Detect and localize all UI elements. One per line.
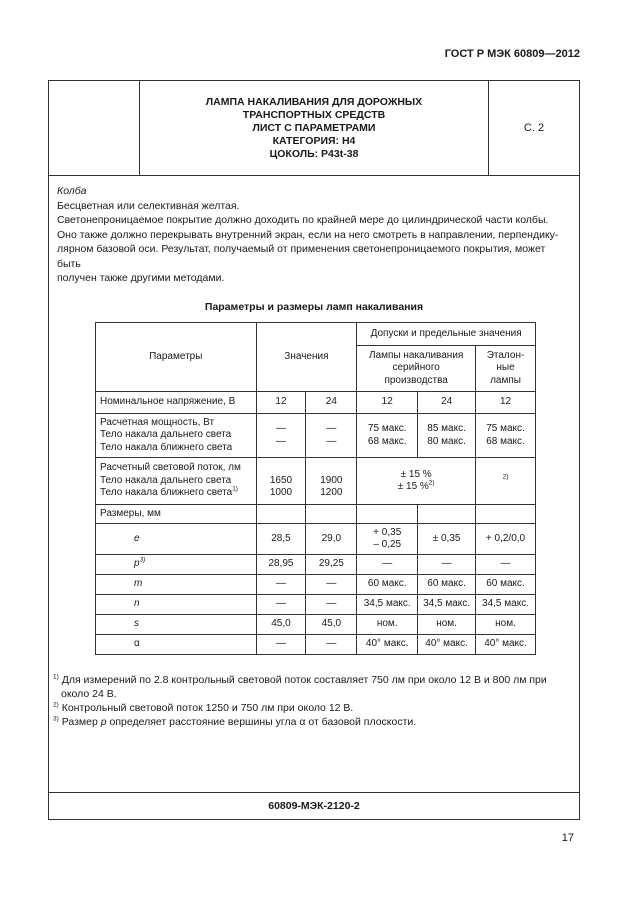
cell: 12 (476, 392, 536, 414)
cell: 12 (357, 392, 418, 414)
cell: 24 (306, 392, 357, 414)
cell-line: 85 макс. (427, 423, 466, 434)
cell: — (256, 635, 306, 655)
footnote-text: от базовой плоскости. (305, 716, 417, 728)
footnote-mark: 1) (53, 673, 59, 681)
cell: 34,5 макс. (418, 595, 476, 615)
footnote-text: Размер (61, 716, 101, 728)
cell: 29,0 (306, 524, 357, 555)
cell-text: ± 15 % (397, 481, 429, 492)
cell-line: 68 макс. (367, 435, 407, 447)
row-symbol: e (96, 524, 257, 555)
cell-line: 1000 (269, 487, 293, 499)
footnote (53, 673, 571, 687)
cell: + 0,2/0,0 (476, 524, 536, 555)
cell (476, 505, 536, 524)
cell: — (357, 555, 418, 575)
cell: 12 (256, 392, 306, 414)
sheet-header (49, 81, 579, 176)
head-reference: Эталон-ные лампы (476, 346, 536, 392)
table-header-row (96, 323, 536, 346)
page-number: 17 (561, 832, 574, 844)
cell: 28,5 (256, 524, 306, 555)
cell (357, 505, 418, 524)
cell (476, 458, 536, 505)
cell: 34,5 макс. (357, 595, 418, 615)
cell: 60 макс. (476, 575, 536, 595)
row-symbol: α (96, 635, 257, 655)
footnote-ref: 3) (139, 556, 146, 564)
row-label-line: Расчетная мощность, Вт (100, 416, 215, 428)
sheet-content (49, 176, 579, 729)
cell-line: 1900 (320, 474, 343, 486)
table-row (96, 635, 536, 655)
title-line: КАТЕГОРИЯ: H4 (272, 134, 356, 147)
cell (256, 414, 306, 458)
paragraph-line: Бесцветная или селективная желтая. (57, 199, 240, 212)
cell-line: 75 макс. (486, 423, 525, 434)
table-row (96, 414, 536, 458)
cell: — (306, 635, 357, 655)
row-label-line: Тело накала дальнего света (100, 429, 232, 441)
cell-line: — (326, 423, 337, 434)
cell: — (476, 555, 536, 575)
header-title (140, 81, 489, 175)
cell: 60 макс. (418, 575, 476, 595)
row-label: Размеры, мм (96, 505, 257, 524)
title-line: ЦОКОЛЬ: P43t-38 (269, 147, 359, 160)
cell-line: — (326, 435, 337, 447)
row-label (96, 414, 257, 458)
footnote-text: Для измерений по 2.8 контрольный световой поток составляет 750 лм при около 12 В и 800 лм при (61, 674, 547, 686)
row-symbol-text: p (134, 558, 140, 570)
cell (418, 505, 476, 524)
cell (306, 458, 357, 505)
table-row (96, 458, 536, 505)
title-line: ЛИСТ С ПАРАМЕТРАМИ (252, 121, 376, 134)
row-label-line (100, 487, 252, 500)
cell: — (306, 595, 357, 615)
row-label-line: Тело накала ближнего света (100, 441, 233, 453)
cell: ном. (418, 615, 476, 635)
cell (357, 458, 476, 505)
title-line: ТРАНСПОРТНЫХ СРЕДСТВ (242, 108, 386, 121)
table-caption: Параметры и размеры ламп накаливания (204, 300, 424, 313)
standard-code: ГОСТ Р МЭК 60809—2012 (444, 48, 580, 60)
cell: — (256, 575, 306, 595)
cell: — (306, 575, 357, 595)
row-symbol: n (96, 595, 257, 615)
cell: 60 макс. (357, 575, 418, 595)
paragraph-line: получен также другими методами. (57, 272, 225, 284)
cell-line: ± 15 % (400, 468, 432, 480)
sheet-page: С. 2 (523, 122, 545, 134)
section-title: Колба (57, 185, 87, 197)
cell: — (418, 555, 476, 575)
table-row (96, 575, 536, 595)
title-line: ЛАМПА НАКАЛИВАНИЯ ДЛЯ ДОРОЖНЫХ (205, 95, 423, 108)
parameters-table (95, 322, 536, 655)
cell: 28,95 (256, 555, 306, 575)
paragraph-line: Оно также должно перекрывать внутренний экран, если на него смотреть в направлении, перпендику- (57, 228, 559, 241)
footnote-continuation: около 24 В. (61, 688, 117, 700)
cell-line: 1200 (320, 487, 343, 499)
cell (306, 505, 357, 524)
paragraph-line: Светонепроницаемое покрытие должно доходить по крайней мере до цилиндрической части колбы. (57, 214, 549, 226)
cell: 34,5 макс. (476, 595, 536, 615)
cell-line: – 0,25 (373, 539, 402, 550)
cell: ном. (357, 615, 418, 635)
cell-line: 75 макс. (367, 423, 407, 434)
cell: ном. (476, 615, 536, 635)
cell (256, 458, 306, 505)
cell-line: 1650 (269, 474, 293, 486)
cell: 40° макс. (418, 635, 476, 655)
footnote (53, 701, 571, 715)
cell (357, 524, 418, 555)
table-row (96, 392, 536, 414)
cell: 45,0 (256, 615, 306, 635)
sheet-footer-code: 60809-МЭК-2120-2 (49, 792, 579, 819)
cell-line: — (275, 435, 286, 447)
table-row (96, 595, 536, 615)
sheet-frame (48, 80, 580, 820)
head-tolerances: Допуски и предельные значения (357, 323, 536, 346)
paragraph-line: лярном базовой оси. Результат, получаемый от применения светонепроницаемого покрытия, может быть (57, 243, 546, 270)
table-row (96, 615, 536, 635)
footnote-mark: 3) (53, 715, 59, 723)
cell: — (256, 595, 306, 615)
table-row (96, 524, 536, 555)
head-params: Параметры (96, 323, 257, 392)
cell: ± 0,35 (418, 524, 476, 555)
table-row (96, 555, 536, 575)
cell (476, 414, 536, 458)
row-label-line: Расчетный световой поток, лм (100, 462, 241, 474)
cell (306, 414, 357, 458)
footnote-symbol: α (299, 716, 306, 728)
cell: 29,25 (306, 555, 357, 575)
row-symbol: m (96, 575, 257, 595)
head-values: Значения (256, 323, 357, 392)
row-label (96, 458, 257, 505)
cell-line: 68 макс. (486, 435, 525, 447)
cell (418, 414, 476, 458)
footnote-mark: 2) (53, 701, 59, 709)
footnote-text: Контрольный световой поток 1250 и 750 лм при около 12 В. (61, 702, 354, 714)
cell: 24 (418, 392, 476, 414)
header-left-cell (49, 81, 140, 175)
footnote-ref: 2) (428, 479, 435, 487)
cell (256, 505, 306, 524)
footnote-symbol: p (100, 716, 107, 728)
cell-line (361, 481, 471, 494)
footnote-text: определяет расстояние вершины угла (106, 716, 300, 728)
cell: 40° макс. (476, 635, 536, 655)
footnotes (53, 673, 571, 729)
head-serial: Лампы накаливания серийного производства (357, 346, 476, 392)
row-symbol: s (96, 615, 257, 635)
row-label-line: Тело накала дальнего света (100, 474, 232, 486)
cell: 40° макс. (357, 635, 418, 655)
cell: 45,0 (306, 615, 357, 635)
footnote-ref: 2) (502, 473, 509, 481)
row-label-text: Тело накала ближнего света (100, 487, 233, 499)
row-symbol (96, 555, 257, 575)
cell (357, 414, 418, 458)
cell-line: + 0,35 (373, 526, 402, 538)
footnote (53, 715, 571, 729)
table-row (96, 505, 536, 524)
row-label: Номинальное напряжение, В (96, 392, 257, 414)
footnote-ref: 1) (232, 485, 238, 493)
cell-line: — (275, 423, 286, 434)
cell-line: 80 макс. (427, 435, 466, 447)
